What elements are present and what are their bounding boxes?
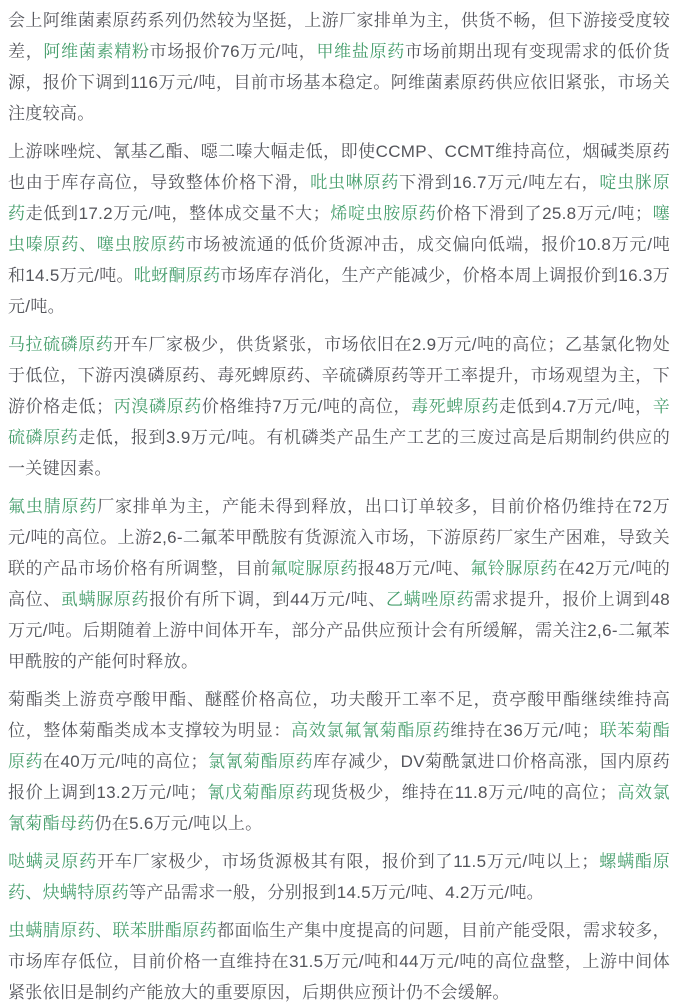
paragraph [8, 329, 670, 484]
text-run: 市场前期出现有变现需求的低价货源，报价下调到116万元/吨，目前市场基本稳定。阿维菌素原药供应依旧紧张，市场关注度较高。 [8, 42, 671, 123]
text-run: 走低，报到3.9万元/吨。有机磷类产品生产工艺的三废过高是后期制约供应的一关键因素。 [8, 428, 671, 478]
product-link[interactable]: 氟啶脲原药 [270, 559, 358, 578]
text-run: 在42万元/吨的高位、 [8, 559, 671, 609]
product-link[interactable]: 虫螨腈原药、联苯肼酯原药 [8, 921, 218, 940]
text-run: 市场报价76万元/吨， [149, 42, 317, 61]
paragraph [8, 5, 670, 129]
product-link[interactable]: 氟铃脲原药 [470, 559, 558, 578]
text-run: 下滑到16.7万元/吨左右， [399, 173, 600, 192]
product-link[interactable]: 马拉硫磷原药 [8, 335, 114, 354]
text-run: 报48万元/吨、 [357, 559, 471, 578]
paragraph [8, 684, 670, 839]
text-run: 厂家排单为主，产能未得到释放，出口订单较多，目前价格仍维持在72万元/吨的高位。上游2,6-二氟苯甲酰胺有货源流入市场，下游原药厂家生产困难，导致关联的产品市场价格有所调整，目前 [8, 497, 670, 578]
text-run: 等产品需求一般，分别报到14.5万元/吨、4.2万元/吨。 [129, 883, 544, 902]
text-run: 走低到4.7万元/吨， [499, 397, 653, 416]
product-link[interactable]: 烯啶虫胺原药 [330, 204, 437, 223]
text-run: 现货极少，维持在11.8万元/吨的高位； [313, 783, 617, 802]
paragraph [8, 915, 670, 1008]
product-link[interactable]: 辛硫磷原药 [8, 397, 671, 447]
text-run: 开车厂家极少，供货紧张，市场依旧在2.9万元/吨的高位；乙基氯化物处于低位，下游丙溴磷原药、毒死蜱原药、辛硫磷原药等开工率提升，市场观望为主，下游价格走低； [8, 335, 670, 416]
product-link[interactable]: 甲维盐原药 [316, 42, 405, 61]
text-run: 维持在36万元/吨； [450, 721, 600, 740]
product-link[interactable]: 乙螨唑原药 [385, 590, 475, 609]
text-run: 在40万元/吨的高位； [43, 752, 208, 771]
product-link[interactable]: 噻虫嗪原药、噻虫胺原药 [8, 204, 670, 254]
text-run: 开车厂家极少，市场货源极其有限，报价到了11.5万元/吨以上； [97, 852, 599, 871]
product-link[interactable]: 氯氰菊酯原药 [207, 752, 314, 771]
product-link[interactable]: 联苯菊酯原药 [8, 721, 671, 771]
product-link[interactable]: 氰戊菊酯原药 [206, 783, 314, 802]
paragraph [8, 491, 670, 677]
product-link[interactable]: 哒螨灵原药 [8, 852, 98, 871]
text-run: 市场被流通的低价货源冲击，成交偏向低端，报价10.8万元/吨和14.5万元/吨。 [8, 235, 671, 285]
paragraph [8, 136, 670, 322]
text-run: 会上阿维菌素原药系列仍然较为坚挺，上游厂家排单为主，供货不畅，但下游接受度较差， [8, 11, 670, 61]
text-run: 仍在5.6万元/吨以上。 [94, 814, 263, 833]
text-run: 价格维持7万元/吨的高位， [201, 397, 412, 416]
text-run: 菊酯类上游贲亭酸甲酯、醚醛价格高位，功夫酸开工率不足，贲亭酸甲酯继续维持高位，整体菊酯类成本支撑较为明显： [8, 690, 670, 740]
product-link[interactable]: 虱螨脲原药 [60, 590, 150, 609]
text-run: 报价有所下调，到44万元/吨、 [149, 590, 386, 609]
product-link[interactable]: 吡蚜酮原药 [133, 266, 221, 285]
product-link[interactable]: 螺螨酯原药、炔螨特原药 [8, 852, 670, 902]
text-run: 上游咪唑烷、氰基乙酯、噁二嗪大幅走低，即使CCMP、CCMT维持高位，烟碱类原药也由于库存高位，导致整体价格下滑， [8, 142, 670, 192]
product-link[interactable]: 阿维菌素精粉 [43, 42, 150, 61]
product-link[interactable]: 氟虫腈原药 [8, 497, 98, 516]
text-run: 都面临生产集中度提高的问题，目前产能受限，需求较多，市场库存低位，目前价格一直维持在31.5万元/吨和44万元/吨的高位盘整，上游中间体紧张依旧是制约产能放大的重要原因，后期供应预计仍不会缓解。 [8, 921, 670, 1002]
text-run: 市场库存消化，生产产能减少，价格本周上调报价到16.3万元/吨。 [8, 266, 671, 316]
paragraph [8, 846, 670, 908]
text-run: 价格下滑到了25.8万元/吨； [436, 204, 653, 223]
product-link[interactable]: 吡虫啉原药 [310, 173, 400, 192]
product-link[interactable]: 高效氯氰菊酯母药 [8, 783, 670, 833]
product-link[interactable]: 毒死蜱原药 [411, 397, 500, 416]
product-link[interactable]: 丙溴磷原药 [113, 397, 202, 416]
product-link[interactable]: 啶虫脒原药 [8, 173, 671, 223]
product-link[interactable]: 高效氯氟氰菊酯原药 [291, 721, 451, 740]
text-run: 需求提升，报价上调到48万元/吨。后期随着上游中间体开车，部分产品供应预计会有所缓解，需关注2,6-二氟苯甲酰胺的产能何时释放。 [8, 590, 671, 671]
text-run: 走低到17.2万元/吨，整体成交量不大； [25, 204, 330, 223]
text-run: 库存减少，DV菊酰氯进口价格高涨，国内原药报价上调到13.2万元/吨； [8, 752, 670, 802]
